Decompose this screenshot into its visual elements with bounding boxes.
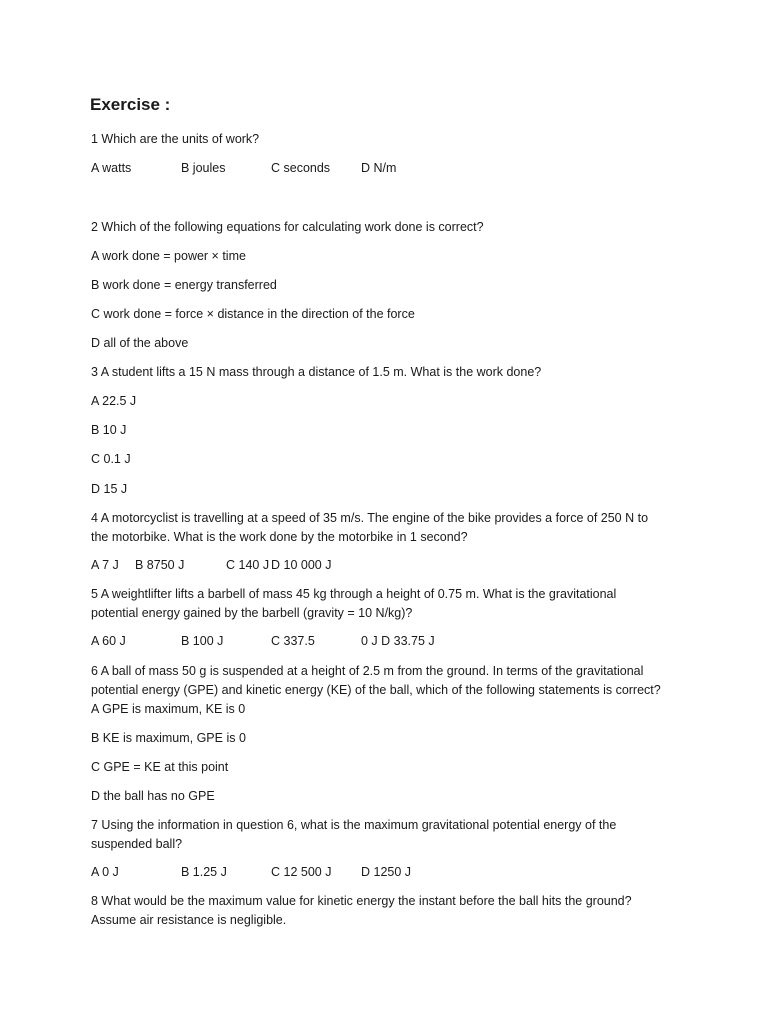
- q6-option-a: A GPE is maximum, KE is 0: [91, 702, 246, 716]
- q5-option-c: C 337.5: [271, 634, 315, 648]
- q4-option-c: C 140 J: [226, 558, 270, 572]
- question-4-line-2: the motorbike. What is the work done by the motorbike in 1 second?: [91, 530, 468, 544]
- q3-option-d: D 15 J: [91, 482, 128, 496]
- q7-option-d: D 1250 J: [361, 865, 412, 879]
- question-8-line-2: Assume air resistance is negligible.: [91, 913, 287, 927]
- page-title: Exercise :: [90, 95, 171, 114]
- question-8-line-1: 8 What would be the maximum value for kinetic energy the instant before the ball hits the ground?: [91, 894, 632, 908]
- q3-option-b: B 10 J: [91, 423, 127, 437]
- q6-option-c: C GPE = KE at this point: [91, 760, 229, 774]
- q3-option-c: C 0.1 J: [91, 452, 131, 466]
- q2-option-b: B work done = energy transferred: [91, 278, 277, 292]
- q2-option-a: A work done = power × time: [91, 249, 246, 263]
- q4-option-b: B 8750 J: [135, 558, 185, 572]
- q7-option-b: B 1.25 J: [181, 865, 227, 879]
- q4-option-d: D 10 000 J: [271, 558, 332, 572]
- q2-option-c: C work done = force × distance in the direction of the force: [91, 307, 415, 321]
- question-6-line-2: potential energy (GPE) and kinetic energy (KE) of the ball, which of the following statements is correct?: [91, 683, 661, 697]
- q6-option-d: D the ball has no GPE: [91, 789, 215, 803]
- q1-option-a: A watts: [91, 161, 132, 175]
- q2-option-d: D all of the above: [91, 336, 189, 350]
- question-2: 2 Which of the following equations for calculating work done is correct?: [91, 220, 484, 234]
- q1-option-d: D N/m: [361, 161, 397, 175]
- q1-option-b: B joules: [181, 161, 226, 175]
- q3-option-a: A 22.5 J: [91, 394, 137, 408]
- question-7-line-2: suspended ball?: [91, 837, 183, 851]
- question-6-line-1: 6 A ball of mass 50 g is suspended at a height of 2.5 m from the ground. In terms of the gravitational: [91, 664, 644, 678]
- question-5-line-1: 5 A weightlifter lifts a barbell of mass 45 kg through a height of 0.75 m. What is the gravitational: [91, 587, 617, 601]
- q5-option-b: B 100 J: [181, 634, 224, 648]
- q7-option-c: C 12 500 J: [271, 865, 332, 879]
- q4-option-a: A 7 J: [91, 558, 119, 572]
- q1-option-c: C seconds: [271, 161, 331, 175]
- q7-option-a: A 0 J: [91, 865, 119, 879]
- question-4-line-1: 4 A motorcyclist is travelling at a speed of 35 m/s. The engine of the bike provides a force of 250 N to: [91, 511, 649, 525]
- q6-option-b: B KE is maximum, GPE is 0: [91, 731, 246, 745]
- q5-option-d: 0 J D 33.75 J: [361, 634, 435, 648]
- question-5-line-2: potential energy gained by the barbell (gravity = 10 N/kg)?: [91, 606, 413, 620]
- question-1: 1 Which are the units of work?: [91, 132, 260, 146]
- q5-option-a: A 60 J: [91, 634, 126, 648]
- question-3: 3 A student lifts a 15 N mass through a distance of 1.5 m. What is the work done?: [91, 365, 542, 379]
- question-7-line-1: 7 Using the information in question 6, what is the maximum gravitational potential energy of the: [91, 818, 617, 832]
